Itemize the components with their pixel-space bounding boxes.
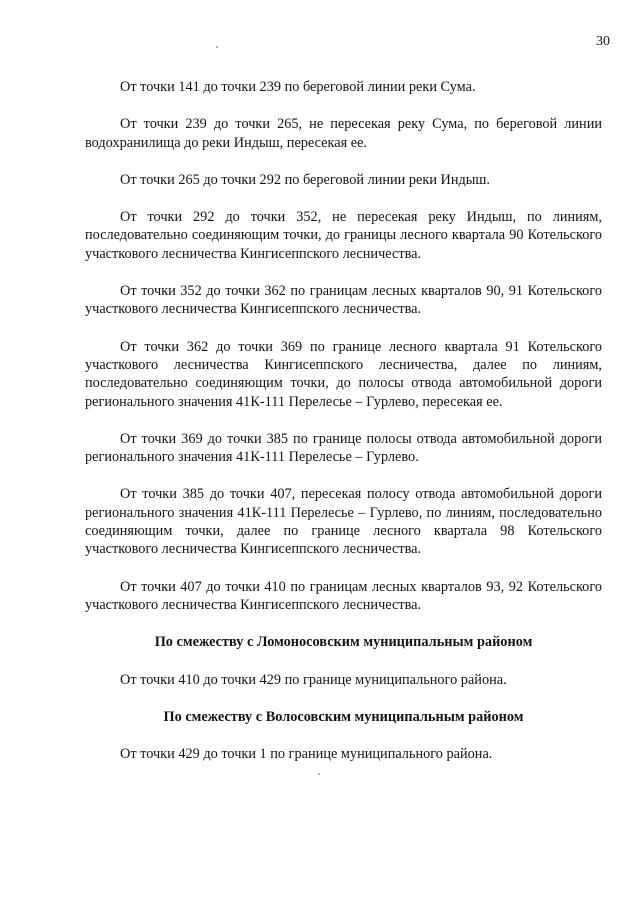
paragraph-352-362: От точки 352 до точки 362 по границам лесных кварталов 90, 91 Котельского участкового лесничества Кингисеппского лесничества. [85, 283, 602, 318]
paragraph-385-407: От точки 385 до точки 407, пересекая полосу отвода автомобильной дороги регионального значения 41К-111 Перелесье – Гурлево, по линиям, последовательно соединяющим точки, далее по границе лесного квартала 98 Котельского участкового лесничества Кингисеппского лесничества. [85, 486, 602, 558]
paragraph-141-239: От точки 141 до точки 239 по береговой линии реки Сума. [120, 79, 476, 95]
paragraph-292-352: От точки 292 до точки 352, не пересекая реку Индыш, по линиям, последовательно соединяющим точки, до границы лесного квартала 90 Котельского участкового лесничества Кингисеппского лесничества. [85, 209, 602, 262]
section-heading-volosovo: По смежеству с Волосовским муниципальным районом [163, 708, 524, 725]
paragraph-429-1: От точки 429 до точки 1 по границе муниципального района. [120, 746, 493, 763]
paragraph-239-265: От точки 239 до точки 265, не пересекая реку Сума, по береговой линии водохранилища до реки Индыш, пересекая ее. [85, 116, 602, 151]
scan-speck [318, 773, 320, 775]
paragraph-407-410: От точки 407 до точки 410 по границам лесных кварталов 93, 92 Котельского участкового лесничества Кингисеппского лесничества. [85, 578, 602, 613]
paragraph-410-429: От точки 410 до точки 429 по границе муниципального района. [120, 671, 507, 688]
document-body [85, 78, 602, 782]
paragraph-265-292: От точки 265 до точки 292 по береговой линии реки Индыш. [120, 171, 490, 188]
page-number: 30 [596, 34, 610, 49]
scan-speck [216, 46, 218, 48]
paragraph-369-385: От точки 369 до точки 385 по границе полосы отвода автомобильной дороги регионального значения 41К-111 Перелесье – Гурлево. [85, 430, 602, 466]
section-heading-lomonosov: По смежеству с Ломоносовским муниципальным районом [154, 634, 533, 651]
paragraph-362-369: От точки 362 до точки 369 по границе лесного квартала 91 Котельского участкового лесничества Кингисеппского лесничества, далее по линиям, последовательно соединяющим точки, до полосы отвода автомобильной дороги регионального значения 41К-111 Перелесье – Гурлево, пересекая ее. [85, 338, 602, 410]
